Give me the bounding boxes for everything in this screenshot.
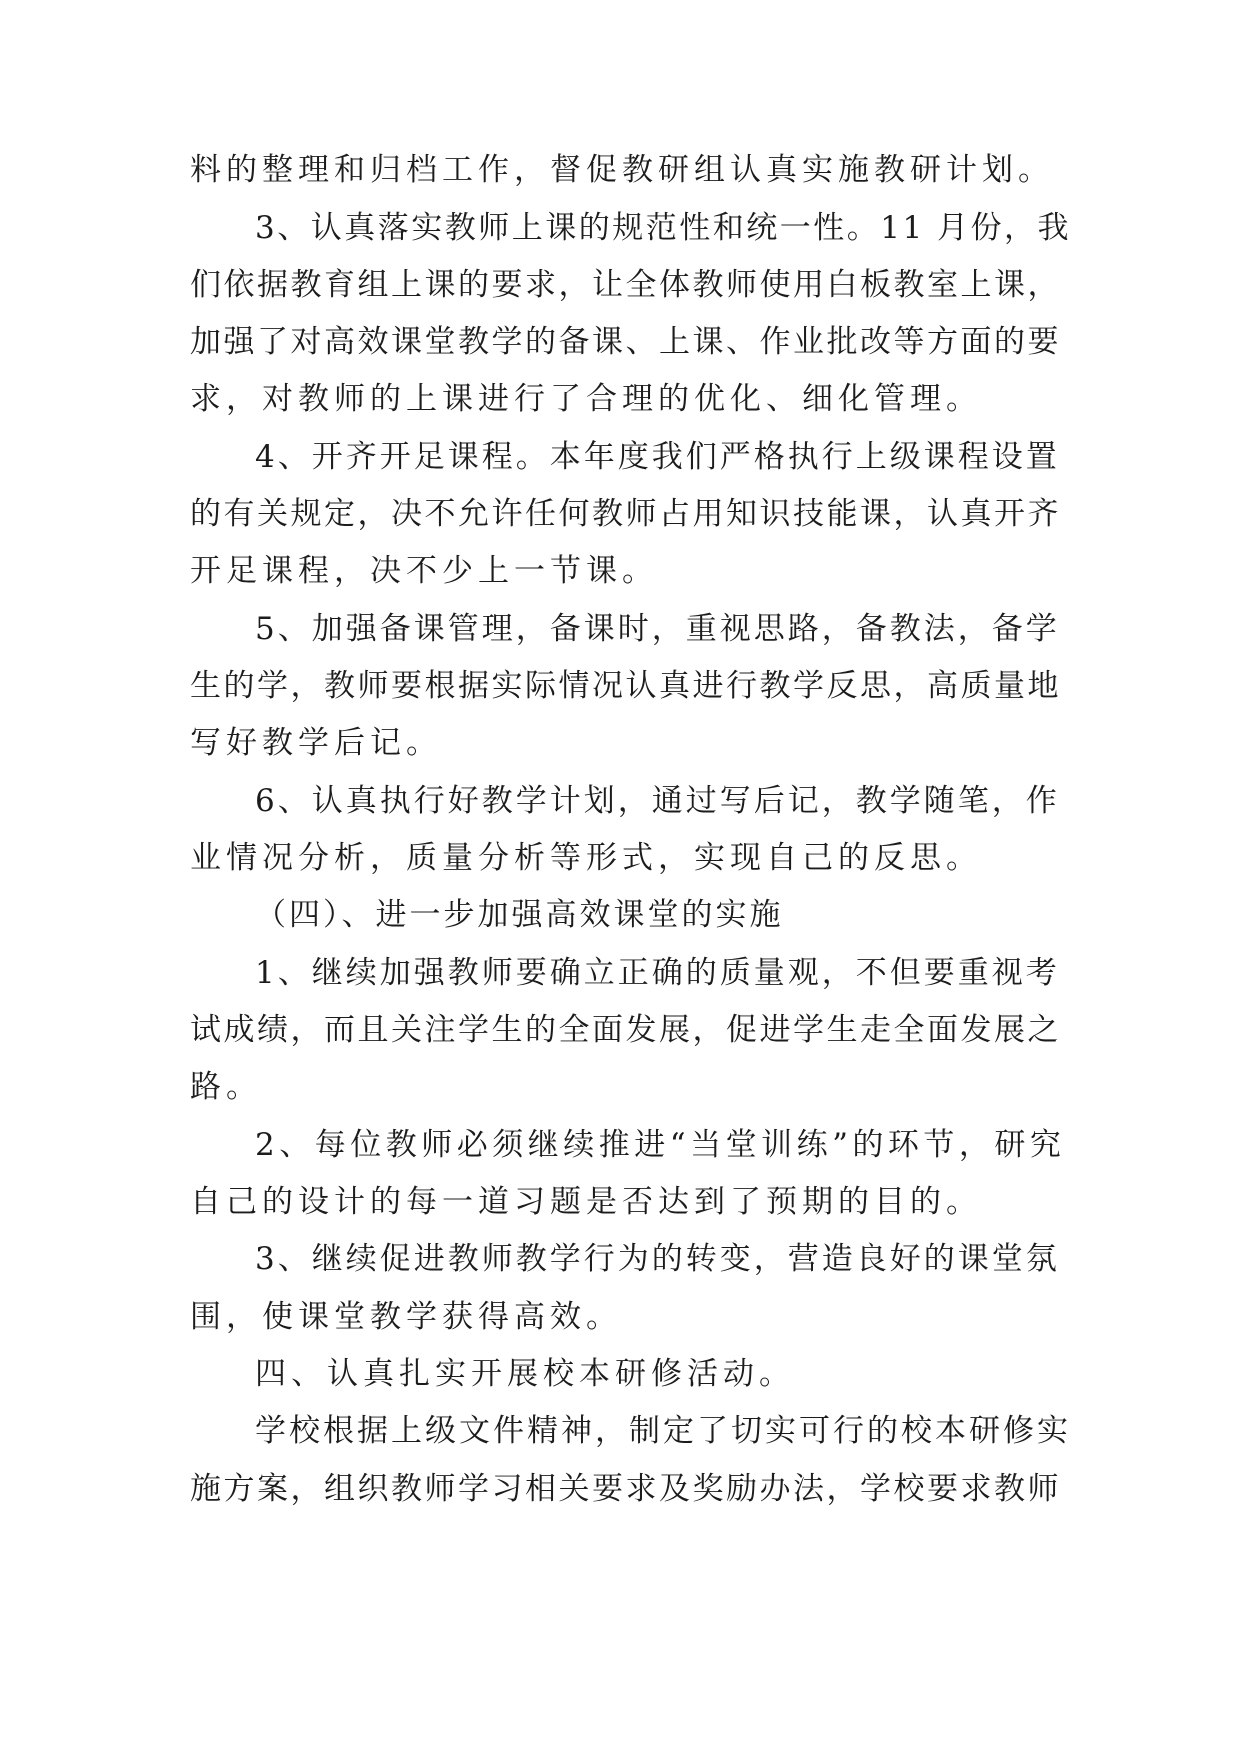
- text-line: 业情况分析，质量分析等形式，实现自己的反思。: [190, 840, 982, 876]
- text-line: 1、继续加强教师要确立正确的质量观，不但要重视考: [255, 955, 1060, 991]
- text-line: 3、认真落实教师上课的规范性和统一性。11 月份，我: [255, 210, 1072, 246]
- text-line: 加强了对高效课堂教学的备课、上课、作业批改等方面的要: [190, 324, 1061, 360]
- text-line: 3、继续促进教师教学行为的转变，营造良好的课堂氛: [255, 1241, 1060, 1277]
- text-line: 2、每位教师必须继续推进“当堂训练”的环节，研究: [255, 1127, 1066, 1163]
- text-line: 学校根据上级文件精神，制定了切实可行的校本研修实: [255, 1413, 1071, 1449]
- text-line: 料的整理和归档工作，督促教研组认真实施教研计划。: [190, 152, 1054, 188]
- text-line: 自己的设计的每一道习题是否达到了预期的目的。: [190, 1184, 982, 1220]
- text-line: 试成绩，而且关注学生的全面发展，促进学生走全面发展之: [190, 1012, 1061, 1048]
- text-line: 写好教学后记。: [190, 725, 442, 761]
- text-line: 生的学，教师要根据实际情况认真进行教学反思，高质量地: [190, 668, 1061, 704]
- section-heading: 四、认真扎实开展校本研修活动。: [255, 1356, 795, 1392]
- text-line: 开足课程，决不少上一节课。: [190, 553, 658, 589]
- text-line: 求，对教师的上课进行了合理的优化、细化管理。: [190, 381, 982, 417]
- text-line: 们依据教育组上课的要求，让全体教师使用白板教室上课，: [190, 267, 1061, 303]
- text-line: 围，使课堂教学获得高效。: [190, 1299, 622, 1335]
- text-line: 5、加强备课管理，备课时，重视思路，备教法，备学: [255, 611, 1060, 647]
- section-heading: （四）、进一步加强高效课堂的实施: [255, 897, 784, 933]
- text-line: 施方案，组织教师学习相关要求及奖励办法，学校要求教师: [190, 1471, 1061, 1507]
- text-line: 4、开齐开足课程。本年度我们严格执行上级课程设置: [255, 439, 1060, 475]
- text-line: 路。: [190, 1069, 262, 1105]
- text-line: 的有关规定，决不允许任何教师占用知识技能课，认真开齐: [190, 496, 1061, 532]
- text-line: 6、认真执行好教学计划，通过写后记，教学随笔，作: [255, 783, 1060, 819]
